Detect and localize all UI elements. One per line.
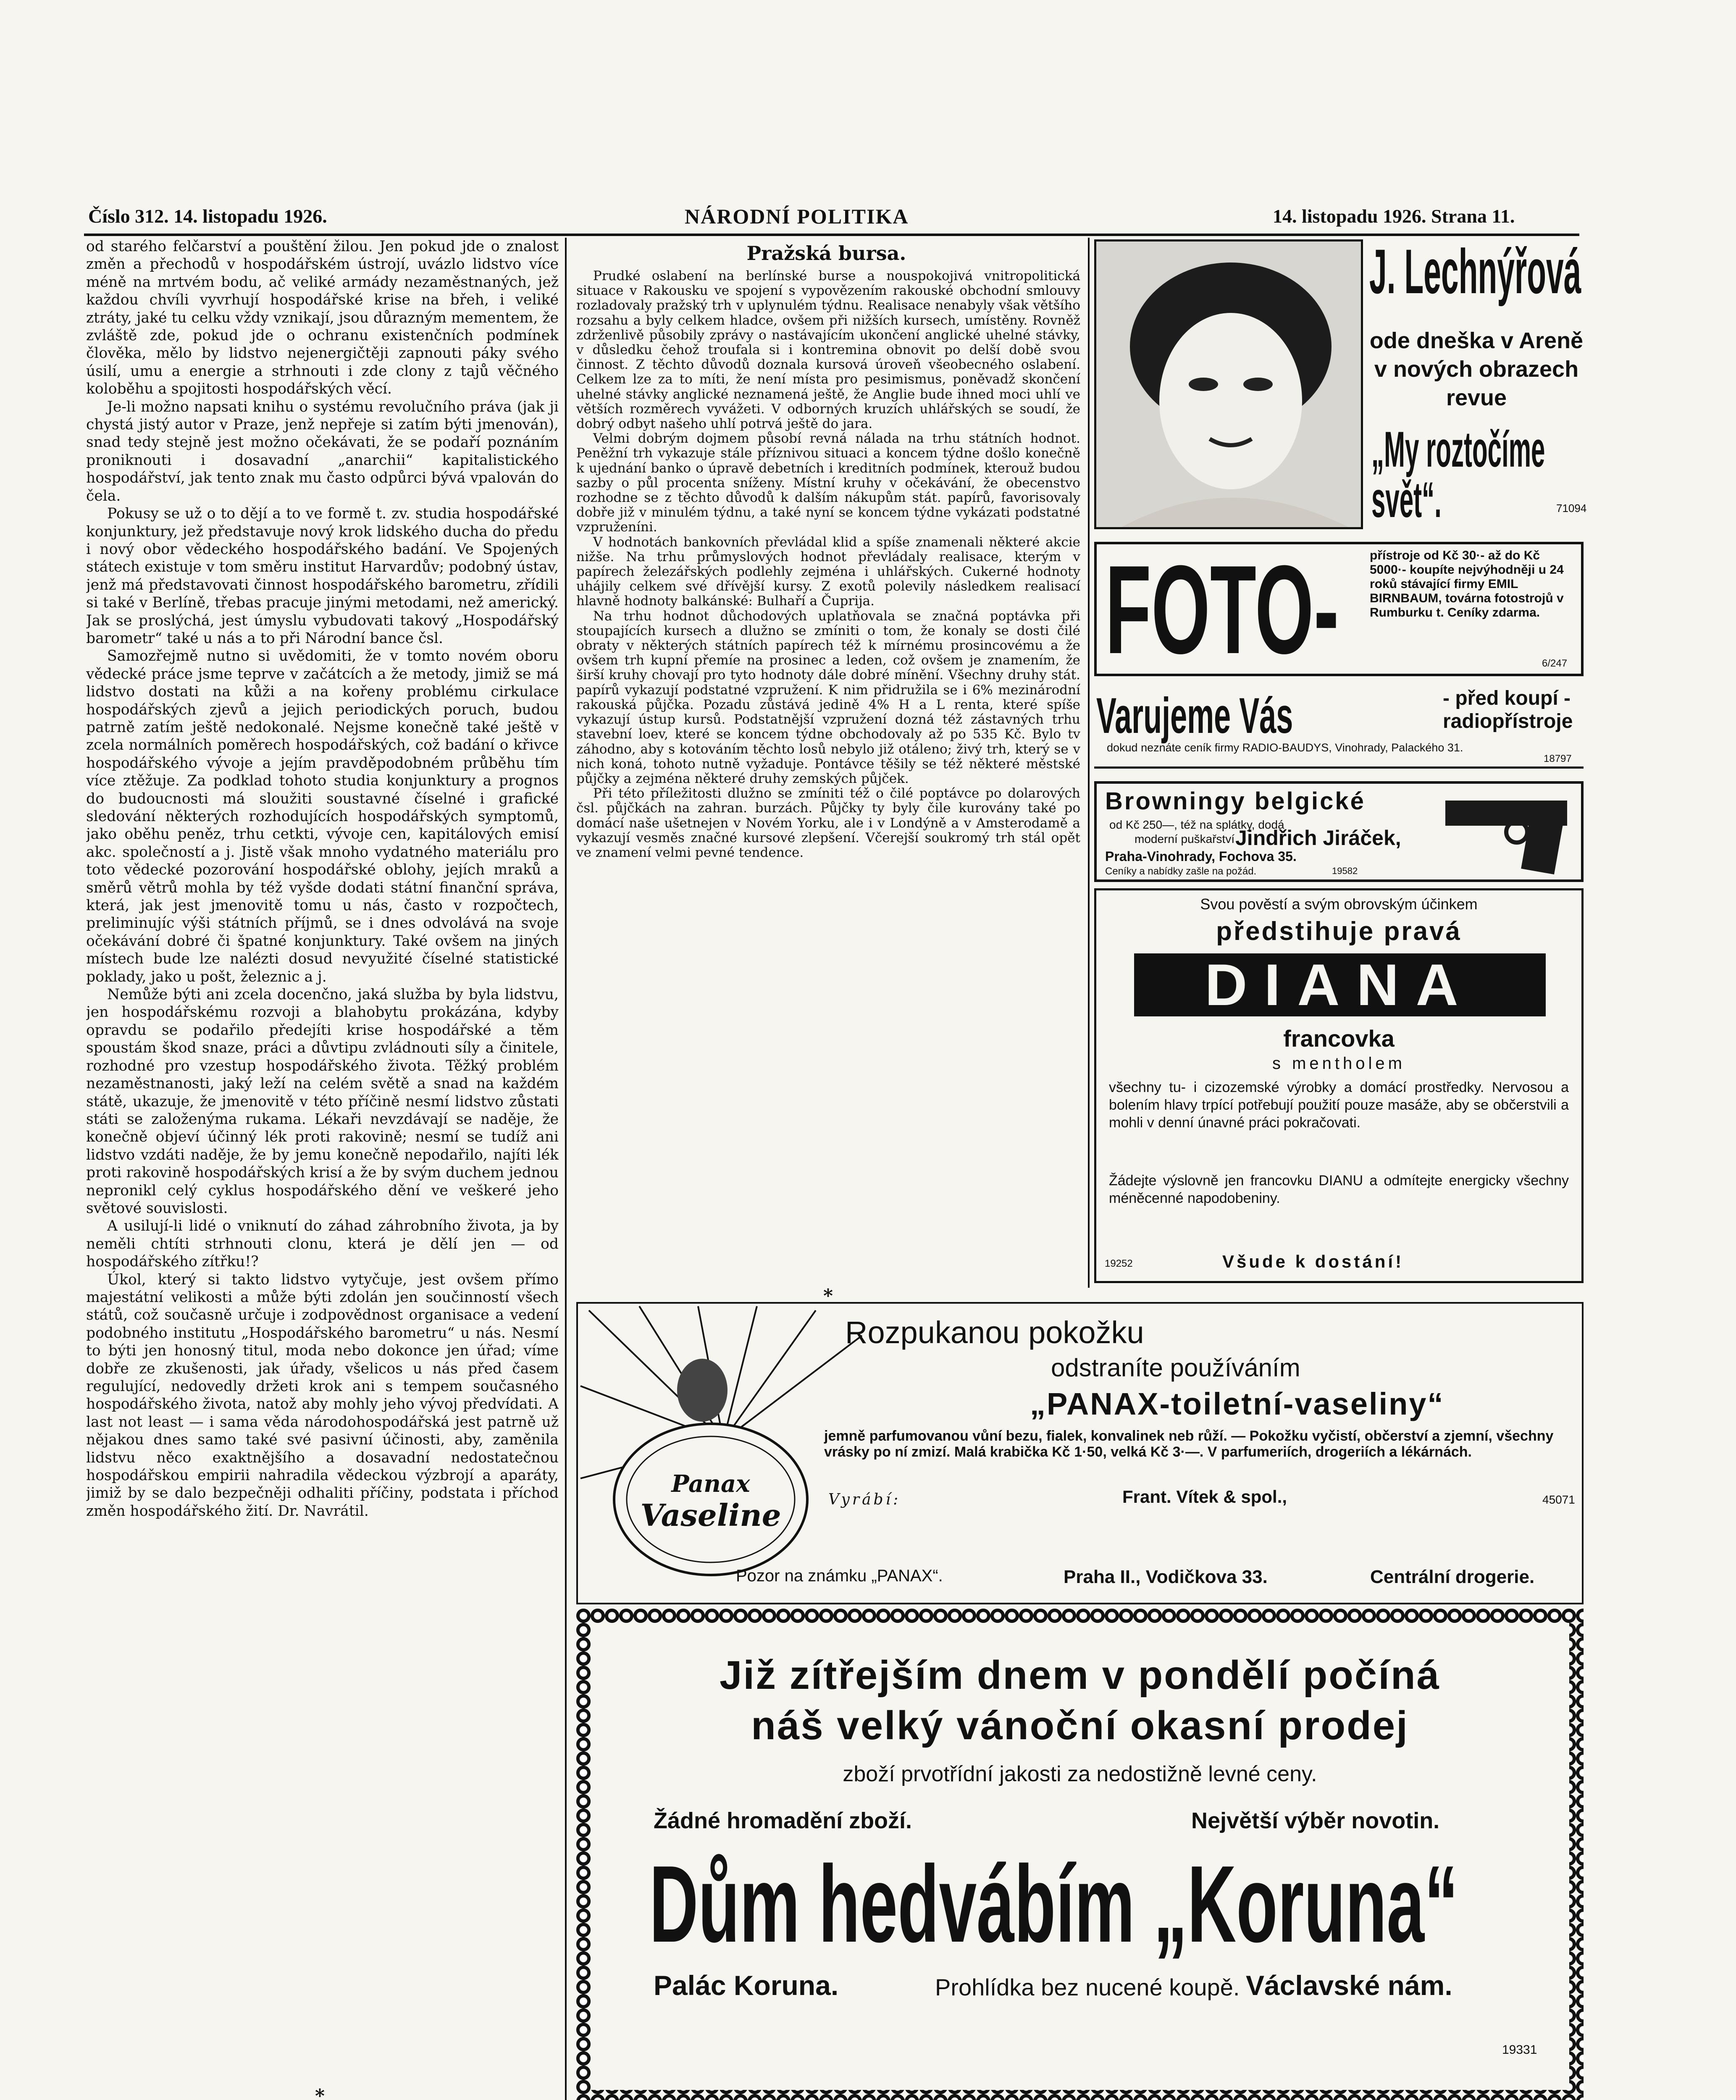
diana-product: francovka: [1283, 1025, 1395, 1052]
koruna-palace: Palác Koruna.: [654, 1970, 839, 2001]
ad-code: 19252: [1105, 1258, 1133, 1269]
koruna-name: Dům hedvábím „Koruna“: [649, 1843, 1458, 1965]
column-rule: [1088, 238, 1090, 1288]
diana-intro: Svou pověstí a svým obrovským účinkem: [1200, 895, 1478, 913]
paragraph: Na trhu hodnot důchodových uplatňovala se značná poptávka při stoupajících kursech a dlužno se zmíniti o tom, že konaly se dosti čilé obraty v některých státních papírech též k mírnému prosincovému a že ovšem trh kupní přemíe na prosinec a leden, což ovšem je znamením, že širší kruhy chovají pro tyto hodnoty dále dobré mínění. Všechny druhy stát. papírů vykazují podstatné vzpružení. K nim přidružila se i 6% mezinárodní rakouská půjčka. Pozadu zůstává jedině 4% H a L renta, které spíše vykazují ústup kursů. Podstatnější vzpružení dozná též zástavných trhu stavební loev, které se koncem týdne obchodovaly až po 535 Kč. Bylo tv záhodno, aby s kotováním těchto losů nebylo již otáleno; živý trh, který se v nich koná, tohoto nutně vyžaduje. Pontávce těšily se též některé městské půjčky a zejména některé druhy zemských půjček.: [576, 608, 1080, 786]
panax-warning: Pozor na známku „PANAX“.: [736, 1567, 943, 1585]
pistol-icon: [1441, 792, 1576, 876]
column-rule: [565, 238, 567, 2100]
foto-title: FOTO-: [1105, 542, 1339, 676]
ad-code: 19331: [1502, 2043, 1537, 2057]
diana-name: DIANA: [1205, 952, 1475, 1018]
radio-headline: Varujeme Vás: [1096, 688, 1293, 744]
bursa-title: Pražská bursa.: [746, 242, 906, 265]
brownings-line2: moderní puškařství: [1135, 832, 1235, 845]
diana-pre: předstihuje pravá: [1216, 917, 1462, 946]
brownings-line1: od Kč 250—, též na splátky, dodá: [1109, 818, 1284, 831]
header-rule: [84, 234, 1579, 236]
foto-text: přístroje od Kč 30·- až do Kč 5000·- koupíte nejvýhodněji u 24 roků stávající firmy EMIL BIRNBAUM, továrna fotostrojů v Rumburku t. Ceníky zdarma.: [1370, 549, 1564, 620]
ad-code: 18797: [1544, 753, 1572, 764]
diana-sub: s mentholem: [1272, 1054, 1405, 1073]
lechnyrova-line1: ode dneška v Areně: [1369, 328, 1584, 353]
newspaper-title: NÁRODNÍ POLITIKA: [685, 205, 909, 228]
article-end-mark: *: [315, 2085, 325, 2100]
panax-vyrabi: Vyrábí:: [828, 1491, 901, 1508]
ad-code: 45071: [1542, 1493, 1575, 1506]
paragraph: Samozřejmě nutno si uvědomiti, že v tomto novém oboru vědecké práce jsme teprve v začátcích a že metody, jimiž se má lidstvo dostati na kůži a na kořeny problému cirkulace hospodářských zjevů a jejich periodických poruch, budou patrně zatím ještě nedokonalé. Nejsme konečně také ještě v zcela normálních poměrech hospodářských, což badání o křivce hospodářského vývoje a jejím pravděpodobném průběhu tím více ztěžuje. Za podklad tohoto studia konjunktury a prognos do budoucnosti má sloužiti soustavné číselné i grafické sledování některých rozhodujících hospodářských symptomů, jako oběhu peněz, trhu cetkti, vývoje cen, kapitálových emisí akc. společností a j. Jistě však mnoho vydatného materiálu pro toto vědecké pozorování hospodářské oblohy, jejích mraků a směrů větrů mohla by též vyšde dodati státní finanční správa, která, jak jest jmenovitě tomu u nás, často v rozpočtech, preliminujíc výši státních příjmů, se i dnes odvolává na svoje očekávání dobré či špatné konjunktury. Také ovšem na jiných místech bude lze nalézti dosud nevyužité číselné statistické poklady, jako u pošt, železnic a j.: [86, 648, 559, 985]
koruna-left: Žádné hromadění zboží.: [654, 1808, 912, 1833]
brownings-title: Browningy belgické: [1105, 788, 1366, 815]
koruna-inner: [591, 1623, 1569, 2090]
koruna-headline1: Již zítřejším dnem v pondělí počíná: [720, 1653, 1440, 1698]
panax-firm: Frant. Vítek & spol.,: [1122, 1487, 1287, 1507]
paragraph: Je-li možno napsati knihu o systému revolučního práva (jak ji chystá jistý autor v Praze, jenž nepřeje si zatím býti jmenován), snad tedy stejně jest možno očekávati, že se podaří poznáním proniknouti i dosavadní „anarchii“ kapitalistického hospodářství, jak tento znak mu často odpůrci bývá vpalován do čela.: [86, 398, 559, 504]
paragraph: Úkol, který si takto lidstvo vytyčuje, jest ovšem přímo majestátní velikosti a může býti zdolán jen součinností všech států, což současně určuje i zodpovědnost organisace a vedení podobného institutu „Hospodářského barometru“ u nás. Nesmí to býti jen honosný titul, moda nebo dokonce jen úřad; víme dobře ze zkušenosti, jak úřady, všelicos u nás před časem regulující, nedovedly držeti krok ani s tempem současného hospodářského života, natož aby mohly jeho vývoj předvídati. A last not least — i sama věda národohospodářská jest patrně už nějakou dnes samo také své pasivní účinosti, aby, zaměnila lidstvu něco exaktnějšího a dosavadní nedostatečnou hospodářskou empirii nahradila vědeckou výzbrojí a aparáty, jimiž by se dalo bezpečněji odhaliti příčiny, podstata i příchod změn hospodářského žití. Dr. Navrátil.: [86, 1271, 559, 1520]
ad-koruna: [576, 1609, 1584, 2100]
radio-sub2: radiopřístroje: [1443, 710, 1573, 732]
paragraph: Při této příležitosti dlužno se zmíniti též o čilé poptávce po dolarových čsl. půjčkách na zahran. burzách. Půjčky ty byly čile kurovány také po domácí naše ušetnejen v Novém Yorku, ale i v Londýně a v Amsterodamě a vykazují vesměs značné kursové zlepšení. Včerejší soukromý trh stál opět ve znamení velmi pevné tendence.: [576, 786, 1080, 860]
panax-jar-top: Panax: [671, 1470, 750, 1498]
radio-text: dokud neznáte ceník firmy RADIO-BAUDYS, Vinohrady, Palackého 31.: [1107, 741, 1463, 754]
panax-jar-bottom: Vaseline: [640, 1497, 781, 1533]
diana-footer: Všude k dostání!: [1222, 1252, 1404, 1271]
portrait-photo: [1094, 239, 1363, 529]
lechnyrova-line3: revue: [1446, 385, 1507, 410]
ad-brownings: [1094, 781, 1584, 882]
koruna-mid: Prohlídka bez nucené koupě.: [935, 1974, 1240, 2000]
panax-line2: odstraníte používáním: [1051, 1354, 1300, 1382]
panax-address: Praha II., Vodičkova 33.: [1064, 1567, 1268, 1587]
koruna-right: Největší výběr novotin.: [1191, 1808, 1440, 1833]
ad-lechnyrova: [1094, 236, 1587, 529]
lechnyrova-name: J. Lechnýřová: [1369, 236, 1581, 307]
brownings-name: Jindřich Jiráček,: [1235, 826, 1401, 850]
paragraph: V hodnotách bankovních převládal klid a spíše znamenali některé akcie nižše. Na trhu průmyslových hodnot převládaly realisace, kterým v papírech železářských podlehly zejména i uhlářských. Cukerné hodnoty uhájily celkem své dřívější kursy. Z exotů polevily následkem realisací hlavně hodnoty balkánské: Bulhaří a Čuprija.: [576, 534, 1080, 609]
page-number: 14. listopadu 1926. Strana 11.: [1273, 205, 1515, 227]
paragraph: Pokusy se už o to dějí a to ve formě t. zv. studia hospodářské konjunktury, jež představuje nový krok lidského ducha do předu i nový obor vědeckého hospodářského badání. Ve Spojených státech existuje v tom směru institut Harvardův; podobný ústav, jenž má představovati činnost hospodářského barometru, zřídili si také v Berlíně, třebas pracuje jinými metodami, než americký. Jak se proslýchá, jest úmyslu vybudovati takový „Hospodářský barometr“ také u nás a to při Národní bance čsl.: [86, 505, 559, 647]
panax-text: jemně parfumovanou vůní bezu, fialek, konvalinek neb růží. — Pokožku vyčistí, občerství a zjemní, všechny vrásky po ní zmizí. Malá krabička Kč 1·50, velká Kč 3·—. V parfumeriích, drogeriích a lékárnách.: [824, 1428, 1554, 1460]
panax-headline: Rozpukanou pokožku: [845, 1315, 1144, 1350]
paragraph: Velmi dobrým dojmem působí revná nálada na trhu státních hodnot. Peněžní trh vykazuje stále příznivou situaci a koncem týdne došlo konečně k ujednání banko o úpravě debetních i kreditních podmínek, kterouž budou sazby o půl procenta sníženy. Místní kruhy v očekávání, že obecenstvo rozhodne se z těchto důvodů k dalším nákupům stát. papírů, favorisovaly dobře již v minulém týdnu, a také nyní se koncem týdne vykázati podstatné vzpruženíni.: [576, 431, 1080, 535]
ad-code: 19582: [1332, 866, 1358, 876]
ad-radio: [1094, 682, 1584, 769]
issue-number: Číslo 312. 14. listopadu 1926.: [88, 205, 327, 227]
lechnyrova-title: „My roztočíme svět“.: [1371, 421, 1545, 528]
brownings-address: Praha-Vinohrady, Fochova 35.: [1105, 849, 1297, 864]
diana-text2: Žádejte výslovně jen francovku DIANU a odmítejte energicky všechny méněcenné napodobeniny.: [1109, 1173, 1569, 1206]
koruna-square: Václavské nám.: [1246, 1970, 1452, 2001]
koruna-headline2: náš velký vánoční okasní prodej: [751, 1703, 1409, 1748]
ad-code: 71094: [1556, 502, 1587, 514]
bursa-end-mark: *: [823, 1285, 833, 1307]
brownings-line3: Ceníky a nabídky zašle na požád.: [1105, 866, 1257, 877]
paragraph: A usilují-li lidé o vniknutí do záhad záhrobního života, ja by neměli chtíti strhnouti clonu, která je dělí jen — od hospodářského zítřku!?: [86, 1218, 559, 1270]
paragraph: Nemůže býti ani zcela docenčno, jaká služba by byla lidstvu, jen hospodářskému rozvoji a blahobytu prokázána, kdyby opravdu se podařilo předejíti krise hospodářské a těm spoustám škod snaze, práci a důvtipu zvládnouti síly a činitele, rozhodné pro vzestup hospodářského života. Těžký problém nezaměstnanosti, jaký leží na celém světě a snad na každém státě, ukazuje, že jmenovitě v této příčině nesmí lidstvo zůstati státi se založenýma rukama. Lékaři nevzdávají se naděje, že konečně objeví účinný lék proti rakovině; nesmí se tudíž ani lidstvo vzdáti naděje, že by jemu konečně nepodařilo, najíti lék proti rakovině hospodářských krisí a že by svým duchem jednou nepronikl celý cyklus hospodářského dění ve veškeré jeho světové souvislosti.: [86, 986, 559, 1217]
paragraph: od starého felčarství a pouštění žilou. Jen pokud jde o znalost změn a přechodů v hospodářském ústrojí, uvázlo lidstvo více méně na mrtvém bodu, ač veliké armády nezaměstnaných, jež každou chvíli vyvrhují hospodářské krise na břeh, i veliké ztráty, jaké tu celku vždy vznikají, jsou důrazným mementem, že zvláště zde, pokud jde o ochranu existenčních podmínek člověka, mělo by lidstvo nejenergičtěji zapnouti páky svého úsilí, umu a energie a strhnouti i zde clony z tajů věčného koloběhu a spojitosti hospodářských věcí.: [86, 238, 559, 398]
ad-code: 6/247: [1542, 658, 1568, 669]
portrait-image: [1096, 242, 1361, 527]
article-hospodarsky-barometr: [86, 238, 559, 2082]
koruna-line1: zboží prvotřídní jakosti za nedostižně levné ceny.: [843, 1762, 1317, 1786]
diana-banner: [1134, 953, 1546, 1016]
ad-panax: [576, 1302, 1584, 1604]
radio-sub1: - před koupí -: [1443, 687, 1571, 709]
panax-store: Centrální drogerie.: [1370, 1567, 1535, 1587]
paragraph: Prudké oslabení na berlínské burse a nouspokojivá vnitropolitická situace v Rakousku ve spojení s vypovězením rakouské obchodní smlouvy rozladovaly pražský trh v uplynulém týdnu. Realisace nenabyly však většího rozsahu a byly celkem hladce, ovšem při nižších kursech, umístěny. Rovněž zdrženlivě působily zprávy o nastávajícím ukončení anglické uhelné stávky, v důsledku čehož troufala si i kontremina obnovit po delší době svou činnost. Z těchto důvodů doznala kursová úroveň všeobecného oslabení. Celkem lze za to míti, že není místa pro pesimismus, poněvadž skončení uhelné stávky anglické neznamená ještě, že Anglie bude ihned moci uhlí ve větších rozměrech vyvážeti. V odborných kruzích uhlářských se soudí, že dobrý odbyt našeho uhlí potrvá ještě do jara.: [576, 269, 1080, 432]
lechnyrova-line2: v nových obrazech: [1374, 357, 1579, 382]
ad-foto: [1094, 542, 1584, 676]
diana-text1: všechny tu- i cizozemské výrobky a domácí prostředky. Nervosou a bolením hlavy trpící potřebují použití pouze masáže, aby se občerstvili a mohli v denní únavné práci pokračovati.: [1109, 1079, 1569, 1131]
article-prazska-bursa: [576, 269, 1080, 1281]
ad-diana: [1094, 888, 1584, 1283]
panax-product: „PANAX-toiletní-vaseliny“: [1030, 1386, 1444, 1421]
